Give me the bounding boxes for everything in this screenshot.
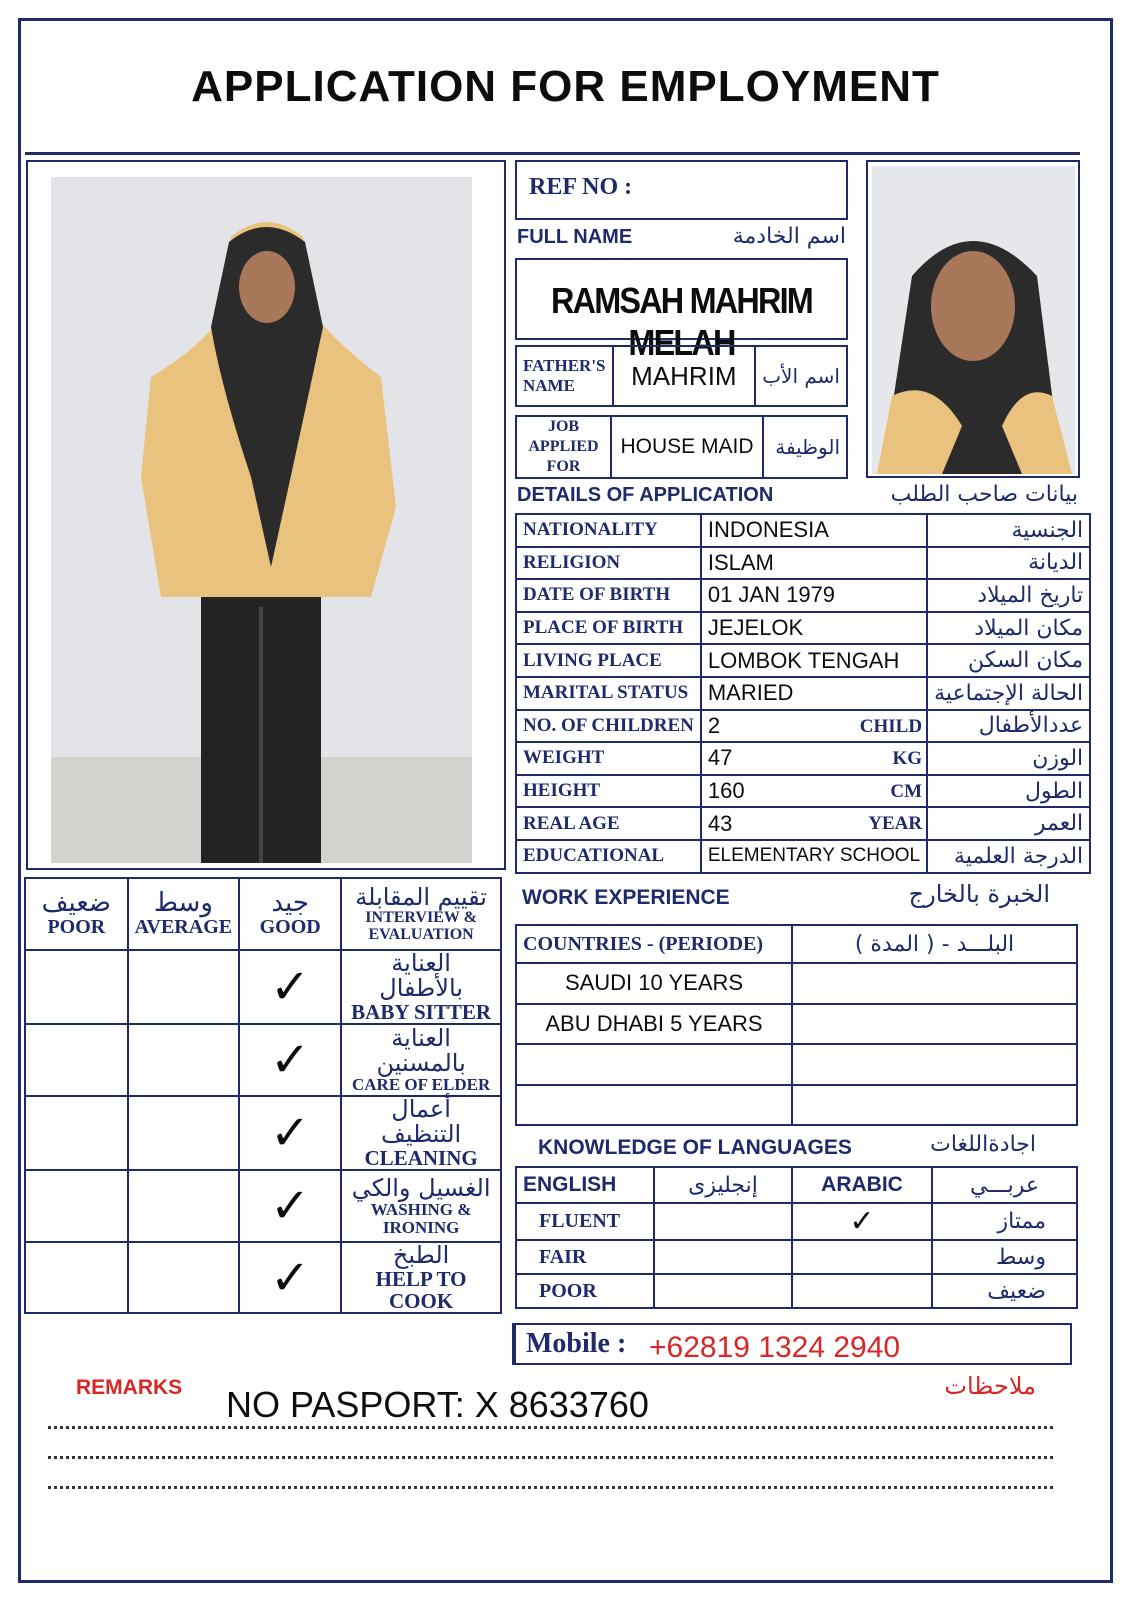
details-unit: YEAR <box>868 813 923 835</box>
job-label-ar: الوظيفة <box>763 416 847 478</box>
work-row <box>516 1085 1077 1126</box>
remarks-label: REMARKS <box>76 1376 183 1399</box>
english-label-ar: إنجليزى <box>654 1167 792 1203</box>
evaluation-criteria <box>341 950 501 1024</box>
evaluation-cell <box>128 1096 239 1170</box>
details-value-cell <box>701 677 927 710</box>
work-country: ABU DHABI 5 YEARS <box>516 1004 792 1045</box>
mobile-label: Mobile : <box>526 1328 627 1359</box>
check-mark-icon: ✓ <box>849 1205 875 1238</box>
evaluation-header-ar: تقييم المقابلة <box>355 882 487 911</box>
evaluation-header-good <box>239 878 341 950</box>
ref-no-label: REF NO : <box>529 174 633 200</box>
evaluation-header-average <box>128 878 239 950</box>
evaluation-cell <box>128 1024 239 1096</box>
details-row <box>516 807 1090 840</box>
evaluation-header-en: GOOD <box>259 916 321 939</box>
details-value: ELEMENTARY SCHOOL <box>707 845 921 867</box>
details-label: EDUCATIONAL <box>516 840 701 873</box>
work-header-en: COUNTRIES - (PERIODE) <box>516 925 792 963</box>
details-row <box>516 547 1090 580</box>
page-title: APPLICATION FOR EMPLOYMENT <box>191 62 940 111</box>
criteria-ar: أعمال التنظيف <box>380 1094 462 1149</box>
details-label-ar: الدرجة العلمية <box>927 840 1090 873</box>
check-mark-icon: ✓ <box>270 1032 311 1089</box>
details-value: JEJELOK <box>707 615 804 641</box>
details-row <box>516 579 1090 612</box>
check-mark-icon: ✓ <box>270 1105 311 1162</box>
criteria-ar: العناية بالمسنين <box>376 1024 466 1078</box>
details-heading: DETAILS OF APPLICATION <box>517 484 774 506</box>
details-row <box>516 742 1090 775</box>
details-heading-ar: بيانات صاحب الطلب <box>890 482 1078 507</box>
arabic-label-ar: عربـــي <box>932 1167 1077 1203</box>
ref-no-box <box>515 160 848 220</box>
father-name-table <box>515 345 848 407</box>
details-label-ar: الطول <box>927 775 1090 808</box>
languages-heading: KNOWLEDGE OF LANGUAGES <box>538 1136 852 1159</box>
evaluation-header-ar: جيد <box>271 887 309 918</box>
language-level-row <box>516 1203 1077 1240</box>
details-value-cell <box>701 742 927 775</box>
evaluation-criteria <box>341 1096 501 1170</box>
english-level-cell <box>654 1274 792 1308</box>
work-row <box>516 963 1077 1004</box>
languages-heading-ar: اجادةاللغات <box>930 1132 1036 1157</box>
evaluation-cell <box>239 1024 341 1096</box>
details-row <box>516 840 1090 873</box>
details-value-cell <box>701 710 927 743</box>
evaluation-row <box>25 1170 501 1242</box>
english-level-cell <box>654 1203 792 1240</box>
details-value: ISLAM <box>707 549 774 575</box>
father-name-value: MAHRIM <box>613 346 756 406</box>
work-period <box>792 963 1077 1004</box>
arabic-level-cell <box>792 1274 932 1308</box>
languages-table <box>515 1166 1078 1309</box>
full-name-label-ar: اسم الخادمة <box>732 224 846 249</box>
job-label: JOB APPLIED FOR <box>516 416 611 478</box>
mobile-box <box>512 1323 1072 1365</box>
evaluation-cell <box>25 950 128 1024</box>
father-name-label-ar: اسم الأب <box>755 346 847 406</box>
evaluation-cell <box>25 1096 128 1170</box>
evaluation-header-criteria <box>341 878 501 950</box>
evaluation-cell <box>239 1242 341 1314</box>
evaluation-header-poor <box>25 878 128 950</box>
details-value-cell <box>701 644 927 677</box>
details-label: DATE OF BIRTH <box>516 579 701 612</box>
job-table <box>515 415 848 479</box>
full-name-label: FULL NAME <box>517 226 633 248</box>
details-label: HEIGHT <box>516 775 701 808</box>
details-row <box>516 644 1090 677</box>
details-value: 43 <box>707 810 733 836</box>
details-row <box>516 710 1090 743</box>
evaluation-row <box>25 950 501 1024</box>
details-value-cell <box>701 514 927 547</box>
evaluation-row <box>25 1242 501 1314</box>
details-label-ar: الحالة الإجتماعية <box>927 677 1090 710</box>
work-row <box>516 1004 1077 1045</box>
evaluation-row <box>25 1096 501 1170</box>
evaluation-header-en: INTERVIEW & EVALUATION <box>365 908 477 943</box>
remarks-line-3 <box>48 1486 1053 1489</box>
work-period <box>792 1085 1077 1126</box>
title-divider <box>25 152 1080 155</box>
evaluation-row <box>25 1024 501 1096</box>
details-value-cell <box>701 547 927 580</box>
check-mark-icon: ✓ <box>270 959 311 1016</box>
evaluation-cell <box>128 1242 239 1314</box>
details-row <box>516 612 1090 645</box>
evaluation-cell <box>25 1024 128 1096</box>
remarks-line-2 <box>48 1456 1053 1459</box>
details-label-ar: الديانة <box>927 547 1090 580</box>
evaluation-criteria <box>341 1242 501 1314</box>
criteria-en: HELP TO COOK <box>375 1267 467 1314</box>
full-name-value: RAMSAH MAHRIM MELAH <box>551 280 812 363</box>
details-value: LOMBOK TENGAH <box>707 647 900 673</box>
arabic-label: ARABIC <box>792 1167 932 1203</box>
english-level-cell <box>654 1240 792 1274</box>
details-label-ar: العمر <box>927 807 1090 840</box>
evaluation-criteria <box>341 1024 501 1096</box>
work-row <box>516 1044 1077 1085</box>
english-label: ENGLISH <box>516 1167 654 1203</box>
work-experience-heading: WORK EXPERIENCE <box>522 886 730 909</box>
criteria-en: CARE OF ELDER <box>352 1075 491 1095</box>
criteria-ar: العناية بالأطفال <box>379 949 463 1003</box>
evaluation-cell <box>239 1170 341 1242</box>
evaluation-cell <box>128 950 239 1024</box>
details-unit: CHILD <box>859 715 923 737</box>
language-level-label: POOR <box>516 1274 654 1308</box>
remarks-label-ar: ملاحظات <box>944 1372 1036 1400</box>
details-label-ar: الوزن <box>927 742 1090 775</box>
evaluation-criteria <box>341 1170 501 1242</box>
evaluation-cell <box>239 1096 341 1170</box>
work-period <box>792 1004 1077 1045</box>
remarks-value: NO PASPORT: X 8633760 <box>226 1384 649 1425</box>
details-value: 01 JAN 1979 <box>707 582 836 608</box>
full-name-box <box>515 258 848 363</box>
details-value: 2 <box>707 712 721 738</box>
language-level-label-ar: ضعيف <box>932 1274 1077 1308</box>
evaluation-header-row <box>25 878 501 950</box>
evaluation-table <box>24 877 502 1314</box>
language-level-row <box>516 1240 1077 1274</box>
details-value-cell <box>701 840 927 873</box>
portrait-photo <box>872 166 1075 474</box>
details-value-cell <box>701 775 927 808</box>
details-label-ar: تاريخ الميلاد <box>927 579 1090 612</box>
criteria-ar: الطبخ <box>392 1240 450 1269</box>
details-label-ar: عددالأطفال <box>927 710 1090 743</box>
details-row <box>516 677 1090 710</box>
details-value: INDONESIA <box>707 517 829 543</box>
work-header-row <box>516 925 1077 963</box>
details-value-cell <box>701 612 927 645</box>
work-period <box>792 1044 1077 1085</box>
details-unit: CM <box>890 780 923 802</box>
details-value: MARIED <box>707 680 794 706</box>
work-experience-heading-ar: الخبرة بالخارج <box>908 880 1050 908</box>
language-level-label-ar: ممتاز <box>932 1203 1077 1240</box>
father-name-label: FATHER'S NAME <box>516 346 613 406</box>
details-row <box>516 775 1090 808</box>
details-label: LIVING PLACE <box>516 644 701 677</box>
details-value-cell <box>701 579 927 612</box>
criteria-ar: الغسيل والكي <box>351 1173 491 1202</box>
criteria-en: CLEANING <box>364 1146 478 1171</box>
evaluation-cell <box>239 950 341 1024</box>
details-table <box>515 513 1091 874</box>
language-level-label: FAIR <box>516 1240 654 1274</box>
details-label: PLACE OF BIRTH <box>516 612 701 645</box>
details-value: 47 <box>707 745 733 771</box>
check-mark-icon: ✓ <box>270 1249 311 1306</box>
check-mark-icon: ✓ <box>270 1178 311 1235</box>
job-value: HOUSE MAID <box>611 416 763 478</box>
evaluation-cell <box>25 1242 128 1314</box>
details-label-ar: الجنسية <box>927 514 1090 547</box>
details-label: NATIONALITY <box>516 514 701 547</box>
criteria-en: BABY SITTER <box>351 1000 492 1025</box>
language-level-label-ar: وسط <box>932 1240 1077 1274</box>
details-label-ar: مكان الميلاد <box>927 612 1090 645</box>
mobile-value: +62819 1324 2940 <box>649 1331 901 1364</box>
details-unit: KG <box>892 748 923 770</box>
language-level-label: FLUENT <box>516 1203 654 1240</box>
remarks-line-1 <box>48 1426 1053 1429</box>
details-label-ar: مكان السكن <box>927 644 1090 677</box>
evaluation-header-en: AVERAGE <box>134 916 233 939</box>
work-header-ar: البلـــد - ( المدة ) <box>792 925 1077 963</box>
details-label: RELIGION <box>516 547 701 580</box>
arabic-level-cell <box>792 1203 932 1240</box>
evaluation-cell <box>128 1170 239 1242</box>
details-label: MARITAL STATUS <box>516 677 701 710</box>
language-level-row <box>516 1274 1077 1308</box>
full-body-photo <box>51 177 472 863</box>
evaluation-header-en: POOR <box>47 916 106 939</box>
details-label: NO. OF CHILDREN <box>516 710 701 743</box>
details-value-cell <box>701 807 927 840</box>
work-country <box>516 1044 792 1085</box>
details-value: 160 <box>707 778 745 804</box>
details-label: REAL AGE <box>516 807 701 840</box>
arabic-level-cell <box>792 1240 932 1274</box>
evaluation-header-ar: وسط <box>153 887 213 918</box>
details-label: WEIGHT <box>516 742 701 775</box>
work-country <box>516 1085 792 1126</box>
details-row <box>516 514 1090 547</box>
work-country: SAUDI 10 YEARS <box>516 963 792 1004</box>
evaluation-cell <box>25 1170 128 1242</box>
work-experience-table <box>515 924 1078 1126</box>
languages-header-row <box>516 1167 1077 1203</box>
evaluation-header-ar: ضعيف <box>41 887 112 918</box>
criteria-en: WASHING & IRONING <box>370 1199 472 1237</box>
